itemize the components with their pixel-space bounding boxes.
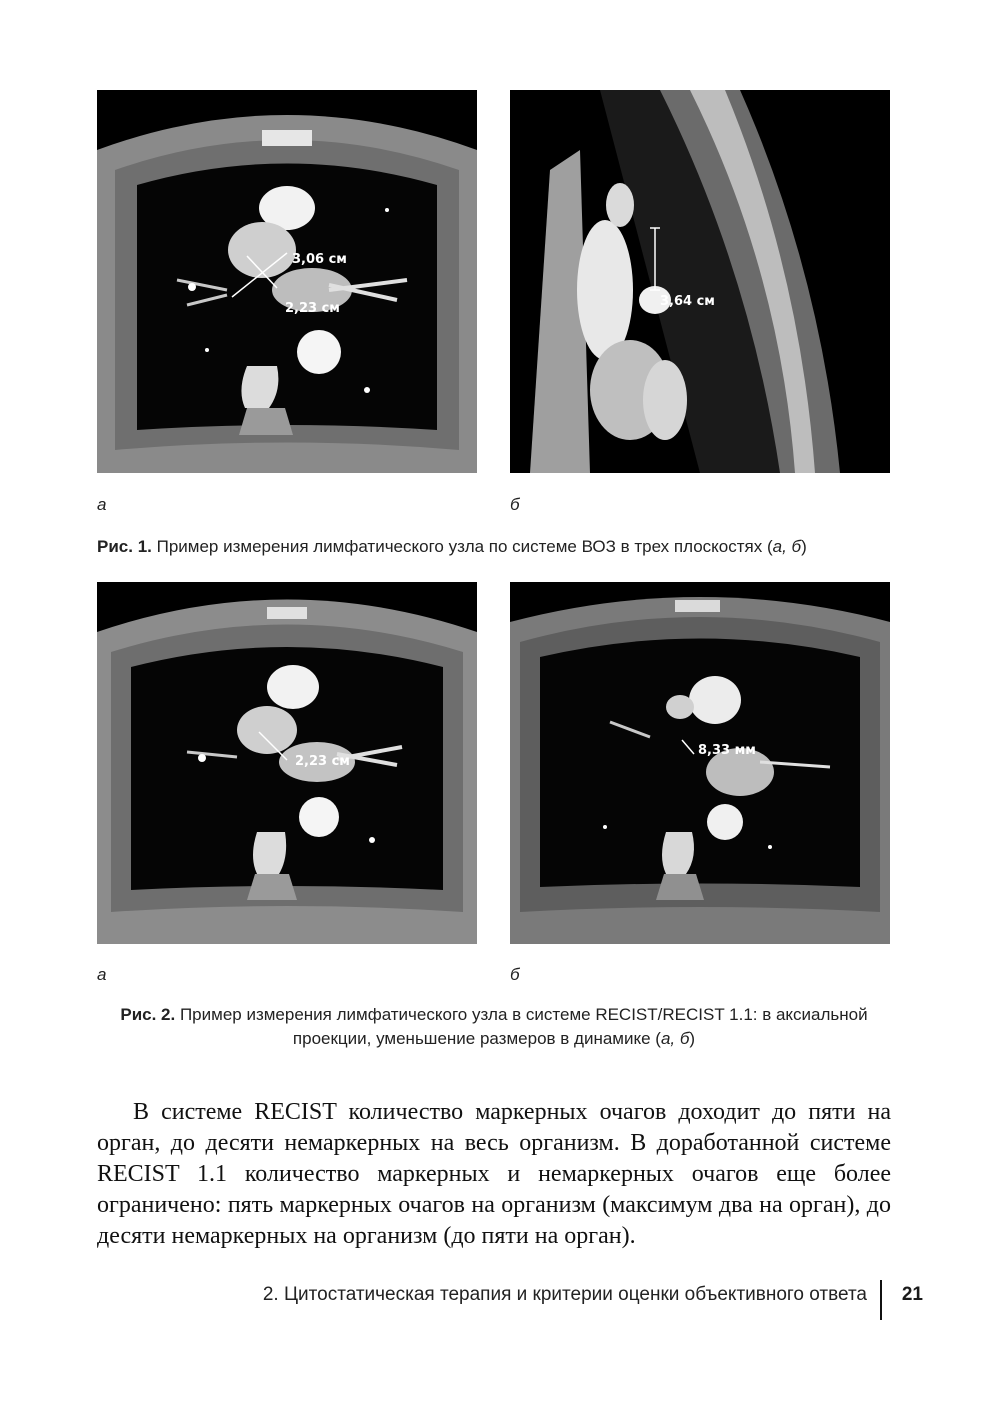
ct-axial-scan — [97, 582, 477, 944]
page-number: 21 — [901, 1284, 923, 1305]
figure2-ct-axial-image-a — [97, 582, 477, 944]
chapter-title: 2. Цитостатическая терапия и критерии оценки объективного ответа — [262, 1284, 867, 1305]
measurement-label: 8,33 мм — [698, 743, 756, 758]
footer-divider — [880, 1280, 882, 1320]
measurement-label: 2,23 см — [295, 754, 350, 769]
figure2-ct-axial-image-b — [510, 582, 890, 944]
figure2-caption-italic: а, б — [660, 1029, 690, 1048]
measurement-label: 3,06 см — [292, 252, 347, 267]
page-footer — [97, 1282, 927, 1316]
figure2-panel-b-label: б — [510, 965, 520, 984]
figure1-caption-text: Пример измерения лимфатического узла по системе ВОЗ в трех плоскостях ( — [151, 537, 773, 556]
figure2-caption-suffix: ) — [689, 1029, 696, 1048]
body-text — [97, 1097, 891, 1252]
figure1-panel-a-label: а — [97, 495, 107, 514]
body-paragraph: В системе RECIST количество маркерных очагов доходит до пяти на орган, до десяти немаркерных на весь организм. В доработанной системе RECIST 1.1 количество маркерных и немаркерных очагов еще более ограничено: пять маркерных очагов на организм (максимум два на орган), до десяти немаркерных на организм (до пяти на орган). — [97, 1099, 891, 1249]
figure1-ct-axial-image — [97, 90, 477, 473]
figure1-caption-prefix: Рис. 1. — [97, 537, 152, 556]
figure2-caption-prefix: Рис. 2. — [120, 1005, 176, 1024]
ct-sagittal-scan — [510, 90, 890, 473]
figure2-caption — [97, 1003, 891, 1051]
figure1-panel-b-label: б — [510, 495, 520, 514]
figure1-caption-italic: а, б — [772, 537, 802, 556]
figure2-caption-text: Пример измерения лимфатического узла в системе RECIST/RECIST 1.1: в аксиальной проекции, уменьшение размеров в динамике ( — [175, 1005, 868, 1048]
figure1-ct-sagittal-image — [510, 90, 890, 473]
figure2-panel-a-label: а — [97, 965, 107, 984]
figure1-caption-suffix: ) — [801, 537, 807, 556]
figure1-caption — [97, 535, 891, 559]
measurement-label: 2,23 см — [285, 301, 340, 316]
measurement-label: 3,64 см — [660, 294, 715, 309]
ct-axial-scan — [97, 90, 477, 473]
ct-axial-scan — [510, 582, 890, 944]
